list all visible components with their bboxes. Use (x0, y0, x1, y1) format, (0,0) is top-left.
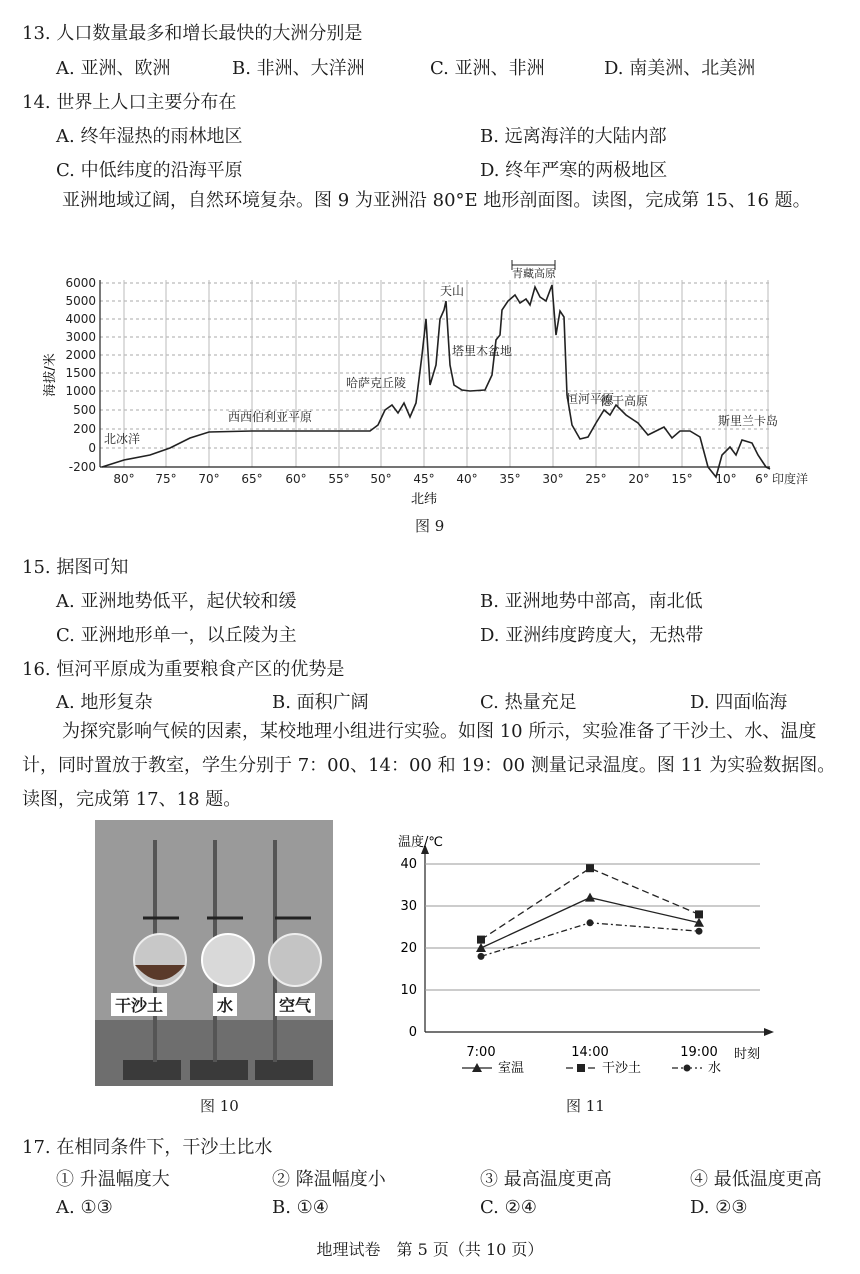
fig9-ytick: 2000 (65, 348, 96, 362)
q14-option-b: B. 远离海洋的大陆内部 (480, 126, 667, 147)
fig9-y-tick-labels (65, 276, 96, 474)
question-15-stem: 15. 据图可知 (22, 557, 129, 578)
fig9-ytick: 6000 (65, 276, 96, 290)
figure-10-illustration (95, 820, 333, 1086)
figure-9-terrain-profile (40, 255, 830, 545)
chart11-data-point (695, 910, 703, 918)
chart11-y-label: 温度/℃ (398, 835, 443, 850)
fig9-xtick: 75° (155, 472, 177, 486)
fig9-x-tick-labels (113, 472, 768, 486)
chart11-ytick: 20 (400, 941, 417, 956)
chart11-data-point (477, 936, 485, 944)
fig9-label-tarim-basin: 塔里木盆地 (452, 344, 513, 358)
fig9-label-sri-lanka: 斯里兰卡岛 (718, 414, 779, 428)
fig9-label-deccan-plateau: 德干高原 (600, 394, 649, 408)
fig9-ytick: 1000 (65, 384, 96, 398)
chart11-series-line (481, 923, 699, 957)
fig9-xtick: 70° (198, 472, 220, 486)
q15-option-b: B. 亚洲地势中部高，南北低 (480, 591, 703, 612)
fig9-xtick: 20° (628, 472, 650, 486)
chart11-ytick: 0 (408, 1025, 417, 1040)
flask-air (269, 934, 321, 986)
fig9-label-tianshan: 天山 (440, 284, 465, 298)
fig9-x-axis-label: 北纬 (410, 492, 438, 507)
stand-bases (123, 1060, 313, 1080)
q13-option-c: C. 亚洲、非洲 (430, 58, 545, 79)
fig9-xtick: 55° (328, 472, 350, 486)
q17-option-c: C. ②④ (480, 1197, 537, 1218)
q16-option-d: D. 四面临海 (690, 692, 788, 713)
fig9-label-ganges-plain: 恒河平原 (566, 392, 615, 406)
chart11-x-label: 时刻 (734, 1047, 761, 1062)
fig9-xtick: 80° (113, 472, 135, 486)
fig9-ytick: 1500 (65, 366, 96, 380)
figure-9-caption: 图 9 (415, 517, 445, 535)
q17-option-a: A. ①③ (56, 1197, 113, 1218)
chart11-xtick: 19:00 (680, 1045, 718, 1060)
fig9-ytick: 500 (73, 403, 96, 417)
chart11-ytick: 30 (400, 899, 417, 914)
intro-paragraph-17-18: 为探究影响气候的因素，某校地理小组进行实验。如图 10 所示，实验准备了干沙土、水、温度计，同时置放于教室，学生分别于 7：00、14：00 和 19：00 测量记录温度。图 11 为实验数据图。读图，完成第 17、18 题。 (22, 721, 836, 810)
fig9-label-qinghai-tibet-plateau: 青藏高原 (512, 267, 556, 280)
chart11-ytick: 40 (400, 857, 417, 872)
q13-option-d: D. 南美洲、北美洲 (604, 58, 756, 79)
chart11-legend-label: 干沙土 (602, 1061, 642, 1076)
q17-option-d: D. ②③ (690, 1197, 748, 1218)
q14-option-d: D. 终年严寒的两极地区 (480, 160, 668, 181)
fig9-ytick: 3000 (65, 330, 96, 344)
q13-option-b: B. 非洲、大洋洲 (232, 58, 365, 79)
fig9-xtick: 60° (285, 472, 307, 486)
fig9-ytick: 0 (88, 441, 96, 455)
chart11-data-point (585, 893, 595, 902)
fig9-label-arctic-ocean: 北冰洋 (104, 432, 141, 446)
fig9-xtick: 35° (499, 472, 521, 486)
q14-option-a: A. 终年湿热的雨林地区 (56, 126, 243, 147)
q15-option-c: C. 亚洲地形单一，以丘陵为主 (56, 625, 297, 646)
q17-item-3: ③ 最高温度更高 (480, 1169, 612, 1190)
fig9-ytick: 5000 (65, 294, 96, 308)
q14-option-c: C. 中低纬度的沿海平原 (56, 160, 243, 181)
chart11-xtick: 14:00 (571, 1045, 609, 1060)
fig9-ytick: -200 (68, 460, 96, 474)
page-footer: 地理试卷 第 5 页（共 10 页） (316, 1240, 544, 1259)
fig9-label-west-siberian-plain: 西西伯利亚平原 (228, 410, 313, 424)
figure-10-caption: 图 10 (200, 1097, 239, 1115)
chart11-legend-marker (684, 1065, 691, 1072)
fig9-xtick: 65° (241, 472, 263, 486)
q15-option-a: A. 亚洲地势低平，起伏较和缓 (56, 591, 297, 612)
chart11-xtick: 7:00 (466, 1045, 496, 1060)
q17-item-2: ② 降温幅度小 (272, 1169, 386, 1190)
fig9-ytick: 4000 (65, 312, 96, 326)
q16-option-a: A. 地形复杂 (56, 692, 153, 713)
q16-option-c: C. 热量充足 (480, 692, 577, 713)
fig9-xtick: 30° (542, 472, 564, 486)
label-water: 水 (213, 993, 237, 1016)
fig9-label-kazakh-uplands: 哈萨克丘陵 (346, 376, 407, 390)
chart11-data-point (478, 953, 485, 960)
flask-water (202, 934, 254, 986)
chart11-ytick: 10 (400, 983, 417, 998)
intro-paragraph-15-16: 亚洲地域辽阔，自然环境复杂。图 9 为亚洲沿 80°E 地形剖面图。读图，完成第 15、16 题。 (62, 190, 811, 211)
chart11-data-point (587, 919, 594, 926)
fig9-label-indian-ocean: 印度洋 (772, 472, 809, 486)
fig9-y-axis-label: 海拔/米 (43, 353, 58, 397)
chart11-legend-label: 室温 (498, 1061, 525, 1076)
q17-item-4: ④ 最低温度更高 (690, 1169, 822, 1190)
fig9-region-labels (104, 266, 808, 486)
chart11-series-line (481, 868, 699, 939)
fig9-xtick: 6° (755, 472, 769, 486)
fig9-xtick: 40° (456, 472, 478, 486)
chart11-legend-label: 水 (708, 1061, 722, 1076)
fig9-xtick: 10° (715, 472, 737, 486)
q17-item-1: ① 升温幅度大 (56, 1169, 170, 1190)
question-16-stem: 16. 恒河平原成为重要粮食产区的优势是 (22, 659, 345, 680)
q16-option-b: B. 面积广阔 (272, 692, 369, 713)
figure-11-temperature-chart (380, 818, 800, 1088)
q15-option-d: D. 亚洲纬度跨度大，无热带 (480, 625, 704, 646)
q13-option-a: A. 亚洲、欧洲 (56, 58, 171, 79)
question-13-stem: 13. 人口数量最多和增长最快的大洲分别是 (22, 23, 363, 44)
figure-10-experiment-photo (95, 820, 333, 1086)
fig9-gridlines (100, 283, 770, 467)
question-17-stem: 17. 在相同条件下，干沙土比水 (22, 1137, 273, 1158)
chart11-legend-marker (577, 1064, 585, 1072)
figure-11-caption: 图 11 (566, 1097, 605, 1115)
fig9-xtick: 15° (671, 472, 693, 486)
label-dry-sandy-soil: 干沙土 (111, 993, 167, 1016)
fig9-xtick: 50° (370, 472, 392, 486)
question-14-stem: 14. 世界上人口主要分布在 (22, 92, 237, 113)
fig9-ytick: 200 (73, 422, 96, 436)
q17-option-b: B. ①④ (272, 1197, 329, 1218)
fig9-xtick: 45° (413, 472, 435, 486)
fig9-xtick: 25° (585, 472, 607, 486)
label-air: 空气 (275, 993, 315, 1016)
chart11-data-point (586, 864, 594, 872)
chart11-data-point (696, 928, 703, 935)
chart11-x-arrow (764, 1028, 774, 1036)
